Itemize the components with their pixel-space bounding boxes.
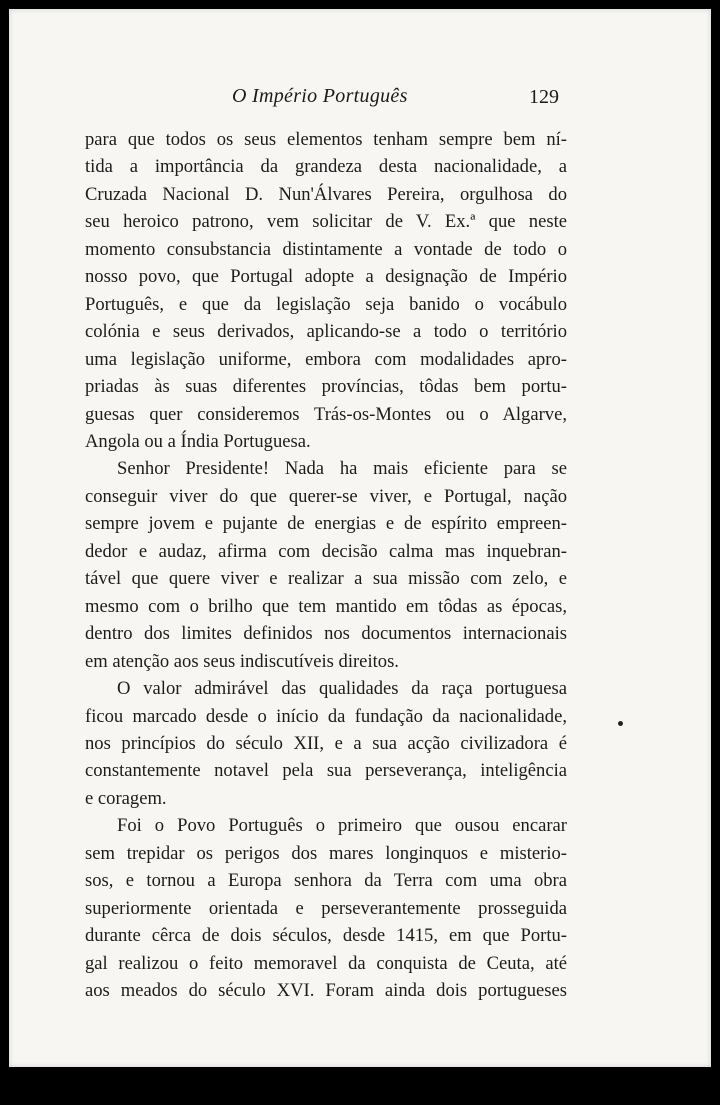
text-line: para que todos os seus elementos tenham sempre bem ní- bbox=[85, 129, 567, 150]
paragraph-1 bbox=[85, 126, 567, 455]
text-line: sempre jovem e pujante de energias e de espírito empreen- bbox=[85, 513, 567, 535]
book-page bbox=[9, 9, 711, 1067]
page-header bbox=[9, 77, 711, 117]
text-line: uma legislação uniforme, embora com modalidades apro- bbox=[85, 348, 567, 370]
body-text bbox=[85, 126, 567, 1005]
text-line: dedor e audaz, afirma com decisão calma mas inquebran- bbox=[85, 540, 567, 562]
text-line: sem trepidar os perigos dos mares longinquos e misterio- bbox=[85, 842, 567, 864]
text-line: Foi o Povo Português o primeiro que ousou encarar bbox=[117, 815, 567, 837]
text-line: superiormente orientada e perseverantemente prosseguida bbox=[85, 897, 567, 919]
text-line: seu heroico patrono, vem solicitar de V. Ex.ª que neste bbox=[85, 211, 567, 233]
text-line: conseguir viver do que querer-se viver, e Portugal, nação bbox=[85, 485, 567, 507]
text-line: gal realizou o feito memoravel da conquista de Ceuta, até bbox=[85, 952, 567, 974]
text-line: sos, e tornou a Europa senhora da Terra com uma obra bbox=[85, 870, 567, 892]
text-line: Angola ou a Índia Portuguesa. bbox=[85, 430, 311, 452]
text-line: priadas às suas diferentes províncias, tôdas bem portu- bbox=[85, 376, 567, 398]
paragraph-3 bbox=[85, 675, 567, 812]
text-line: e coragem. bbox=[85, 787, 167, 809]
text-line: momento consubstancia distintamente a vontade de todo o bbox=[85, 238, 567, 260]
text-line: constantemente notavel pela sua perseverança, inteligência bbox=[85, 760, 567, 782]
text-line: tável que quere viver e realizar a sua missão com zelo, e bbox=[85, 568, 567, 590]
text-line: tida a importância da grandeza desta nacionalidade, a bbox=[85, 156, 567, 178]
text-line: Senhor Presidente! Nada ha mais eficiente para se bbox=[117, 458, 567, 480]
text-line: ficou marcado desde o início da fundação da nacionalidade, bbox=[85, 705, 567, 727]
paragraph-4 bbox=[85, 812, 567, 1004]
scan-border bbox=[0, 1067, 720, 1105]
text-line: aos meados do século XVI. Foram ainda dois portugueses bbox=[85, 980, 567, 1002]
text-line: mesmo com o brilho que tem mantido em tôdas as épocas, bbox=[85, 595, 567, 617]
text-line: Cruzada Nacional D. Nun'Álvares Pereira, orgulhosa do bbox=[85, 183, 567, 205]
text-line: durante cêrca de dois séculos, desde 1415, em que Portu- bbox=[85, 925, 567, 947]
running-title: O Império Português bbox=[232, 85, 408, 107]
paragraph-2 bbox=[85, 455, 567, 675]
text-line: dentro dos limites definidos nos documentos internacionais bbox=[85, 623, 567, 645]
text-line: O valor admirável das qualidades da raça portuguesa bbox=[117, 678, 567, 700]
text-line: Português, e que da legislação seja banido o vocábulo bbox=[85, 293, 567, 315]
text-line: guesas quer consideremos Trás-os-Montes ou o Algarve, bbox=[85, 403, 567, 425]
text-line: nosso povo, que Portugal adopte a designação de Império bbox=[85, 266, 567, 288]
page-number: 129 bbox=[529, 86, 559, 108]
text-line: em atenção aos seus indiscutíveis direitos. bbox=[85, 650, 399, 672]
text-line: nos princípios do século XII, e a sua acção civilizadora é bbox=[85, 732, 567, 754]
ink-speck bbox=[617, 720, 623, 726]
text-line: colónia e seus derivados, aplicando-se a todo o território bbox=[85, 321, 567, 343]
